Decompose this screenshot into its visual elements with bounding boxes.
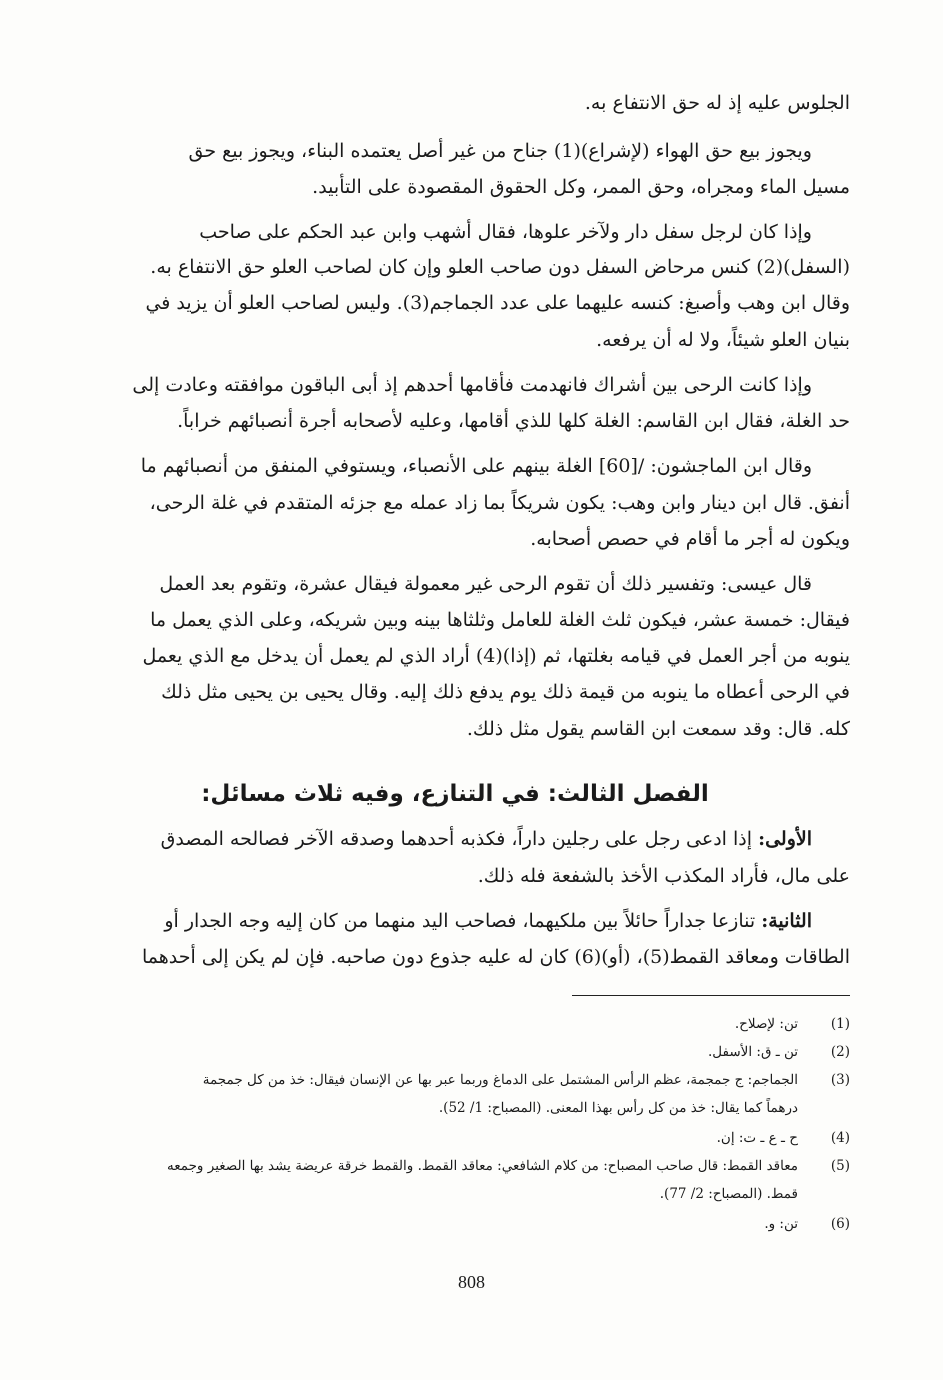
body-line: وإذا كان لرجل سفل دار ولآخر علوها، فقال أشهب وابن عبد الحكم على صاحب: [199, 221, 812, 243]
footnote-text: ح ـ ع ـ ت: إن.: [716, 1130, 798, 1146]
footnote-text: معاقد القمط: قال صاحب المصباح: من كلام الشافعي: معاقد القمط. والقمط خرقة عريضة يشد بها الصغير وجمعه: [167, 1158, 798, 1174]
section-heading: الفصل الثالث: في التنازع، وفيه ثلاث مسائل:: [201, 781, 709, 807]
section-text: تنازعا جداراً حائلاً بين ملكيهما، فصاحب اليد منهما من كان إليه وجه الجدار أو: [164, 910, 762, 932]
body-line: ينوبه من أجر العمل في قيامه بغلتها، ثم (إذا)(4) أراد الذي لم يعمل أن يدخل مع الذي يعمل: [142, 645, 850, 667]
body-line: وإذا كانت الرحى بين أشراك فانهدمت فأقامها أحدهم إذ أبى الباقون موافقته وعادت إلى: [132, 374, 812, 396]
footnote-number: (5): [830, 1158, 850, 1174]
body-line: بنيان العلو شيئاً، ولا له أن يرفعه.: [596, 329, 850, 351]
body-line: وقال ابن وهب وأصبغ: كنسه عليهما على عدد الجماجم(3). وليس لصاحب العلو أن يزيد في: [145, 292, 850, 314]
body-line: مسيل الماء ومجراه، وحق الممر، وكل الحقوق المقصودة على التأبيد.: [312, 176, 850, 198]
section-line: [60, 906, 850, 936]
section-text: على مال، فأراد المكذب الأخذ بالشفعة فله ذلك.: [477, 865, 850, 887]
footnote-continuation: قمط. (المصباح: 2/ 77).: [659, 1186, 798, 1202]
body-line: حد الغلة، فقال ابن القاسم: الغلة كلها للذي أقامها، وعليه لأصحابه أجرة أنصبائهم خراباً.: [177, 410, 850, 432]
footnote-text: تن ـ ق: الأسفل.: [708, 1044, 798, 1060]
body-line: أنفق. قال ابن دينار وابن وهب: يكون شريكاً بما زاد عمله مع جزئه المتقدم في غلة الرحى،: [149, 492, 850, 514]
footnote-text: تن: و.: [764, 1216, 798, 1232]
footnote-continuation: درهماً كما يقال: خذ من كل رأس بهذا المعنى. (المصباح: 1/ 52).: [438, 1100, 798, 1116]
footnote: [60, 1012, 850, 1036]
body-line: ويكون له أجر ما أقام في حصص أصحابه.: [530, 528, 850, 550]
footnote-number: (3): [830, 1072, 850, 1088]
footnote-number: (1): [830, 1016, 850, 1032]
footnote: [60, 1040, 850, 1064]
footnote-number: (2): [830, 1044, 850, 1060]
body-line: في الرحى أعطاه ما ينوبه من قيمة ذلك يوم يدفع ذلك إليه. وقال يحيى بن يحيى مثل ذلك: [161, 681, 850, 703]
page-number: 808: [458, 1272, 485, 1292]
body-line: وقال ابن الماجشون: /[60] الغلة بينهم على الأنصباء، ويستوفي المنفق من أنصبائهم ما: [140, 455, 812, 477]
footnote: [60, 1126, 850, 1150]
footnote: [60, 1068, 850, 1092]
footnote: [60, 1154, 850, 1178]
body-line: (السفل)(2) كنس مرحاض السفل دون صاحب العلو وإن كان لصاحب العلو حق الانتفاع به.: [150, 256, 850, 278]
footnote-text: الجماجم: ج جمجمة، عظم الرأس المشتمل على الدماغ وربما عبر بها عن الإنسان فيقال: خذ من كل جمجمة: [202, 1072, 798, 1088]
footnote-text: تن: لإصلاح.: [734, 1016, 798, 1032]
body-line: ويجوز بيع حق الهواء (لإشراع)(1) جناح من غير أصل يعتمده البناء، ويجوز بيع حق: [188, 140, 812, 162]
section-lead: الأولى:: [758, 828, 812, 850]
footnote-number: (4): [830, 1130, 850, 1146]
section-line: [60, 942, 850, 972]
body-line: قال عيسى: وتفسير ذلك أن تقوم الرحى غير معمولة فيقال عشرة، وتقوم بعد العمل: [159, 573, 812, 595]
footnote-number: (6): [830, 1216, 850, 1232]
body-line: فيقال: خمسة عشر، فيكون ثلث الغلة للعامل وثلثاها بينه وبين شريكه، وعلى الذي يعمل ما: [150, 609, 850, 631]
section-lead: الثانية:: [761, 910, 812, 932]
section-line: [60, 861, 850, 891]
page: [60, 0, 850, 1380]
footnote: [60, 1212, 850, 1236]
footnote-separator: [572, 995, 850, 996]
section-text: إذا ادعى رجل على رجلين داراً، فكذبه أحدهما وصدقه الآخر فصالحه المصدق: [160, 828, 759, 850]
section-line: [60, 824, 850, 854]
body-line: كله. قال: وقد سمعت ابن القاسم يقول مثل ذلك.: [466, 718, 850, 740]
body-line: الجلوس عليه إذ له حق الانتفاع به.: [584, 92, 850, 114]
section-text: الطاقات ومعاقد القمط(5)، (أو)(6) كان له عليه جذوع دون صاحبه. فإن لم يكن إلى أحدهما: [141, 946, 850, 968]
